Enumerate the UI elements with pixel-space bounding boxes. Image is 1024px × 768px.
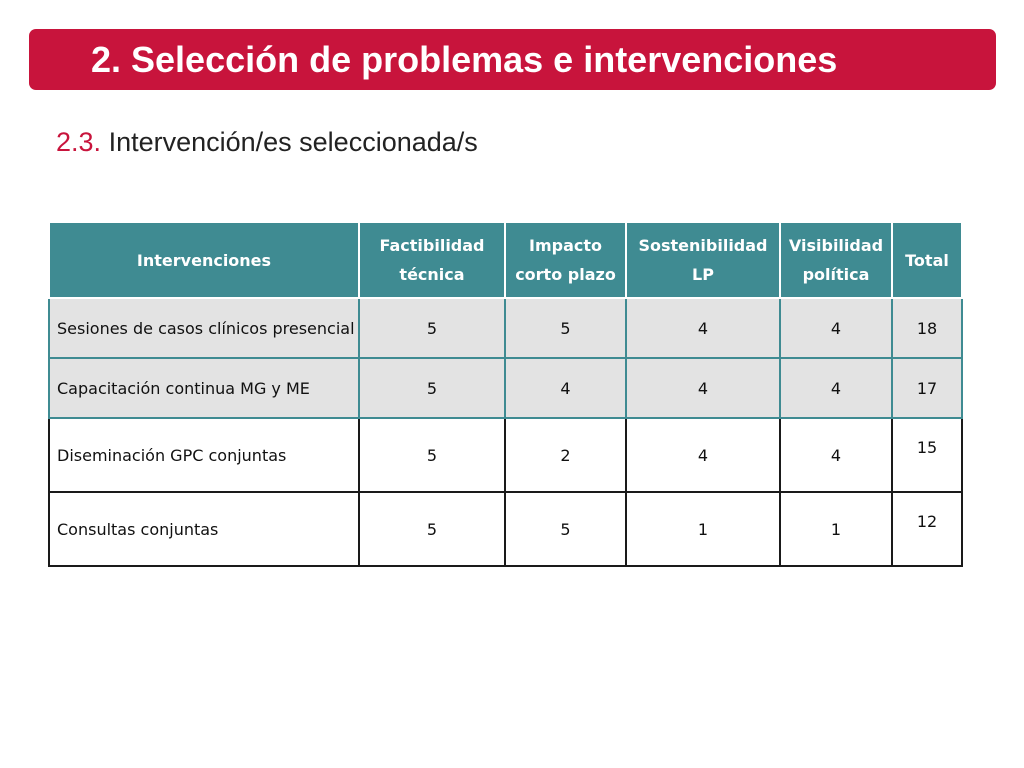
intervention-name: Capacitación continua MG y ME bbox=[49, 358, 359, 418]
table-cell: 5 bbox=[505, 492, 626, 566]
table-cell: 5 bbox=[359, 358, 505, 418]
table-header-row bbox=[49, 222, 962, 298]
table-cell: 4 bbox=[780, 418, 892, 492]
table-row bbox=[49, 358, 962, 418]
table-row bbox=[49, 418, 962, 492]
table-cell: 1 bbox=[780, 492, 892, 566]
section-number: 2.3. bbox=[56, 127, 102, 157]
table-cell: 4 bbox=[626, 298, 780, 358]
column-header: Factibilidad técnica bbox=[359, 222, 505, 298]
slide-title: 2. Selección de problemas e intervenciones bbox=[91, 39, 838, 80]
section-heading: Intervención/es seleccionada/s bbox=[108, 127, 478, 157]
table-cell: 2 bbox=[505, 418, 626, 492]
table-row bbox=[49, 298, 962, 358]
column-header: Impacto corto plazo bbox=[505, 222, 626, 298]
total-cell: 17 bbox=[892, 358, 962, 418]
column-header: Visibilidad política bbox=[780, 222, 892, 298]
section-subtitle bbox=[56, 127, 478, 158]
table-cell: 1 bbox=[626, 492, 780, 566]
table-cell: 4 bbox=[626, 418, 780, 492]
total-cell: 15 bbox=[892, 418, 962, 492]
column-header: Sostenibilidad LP bbox=[626, 222, 780, 298]
table-cell: 5 bbox=[359, 492, 505, 566]
column-header: Total bbox=[892, 222, 962, 298]
table-cell: 5 bbox=[505, 298, 626, 358]
table-row bbox=[49, 492, 962, 566]
table-cell: 4 bbox=[780, 358, 892, 418]
intervention-name: Sesiones de casos clínicos presencial bbox=[49, 298, 359, 358]
intervention-table bbox=[48, 221, 963, 567]
total-cell: 12 bbox=[892, 492, 962, 566]
column-header: Intervenciones bbox=[49, 222, 359, 298]
title-bar bbox=[29, 29, 996, 90]
intervention-name: Consultas conjuntas bbox=[49, 492, 359, 566]
intervention-name: Diseminación GPC conjuntas bbox=[49, 418, 359, 492]
total-cell: 18 bbox=[892, 298, 962, 358]
table-cell: 5 bbox=[359, 298, 505, 358]
table-cell: 4 bbox=[626, 358, 780, 418]
table-cell: 4 bbox=[505, 358, 626, 418]
table-cell: 5 bbox=[359, 418, 505, 492]
table-cell: 4 bbox=[780, 298, 892, 358]
